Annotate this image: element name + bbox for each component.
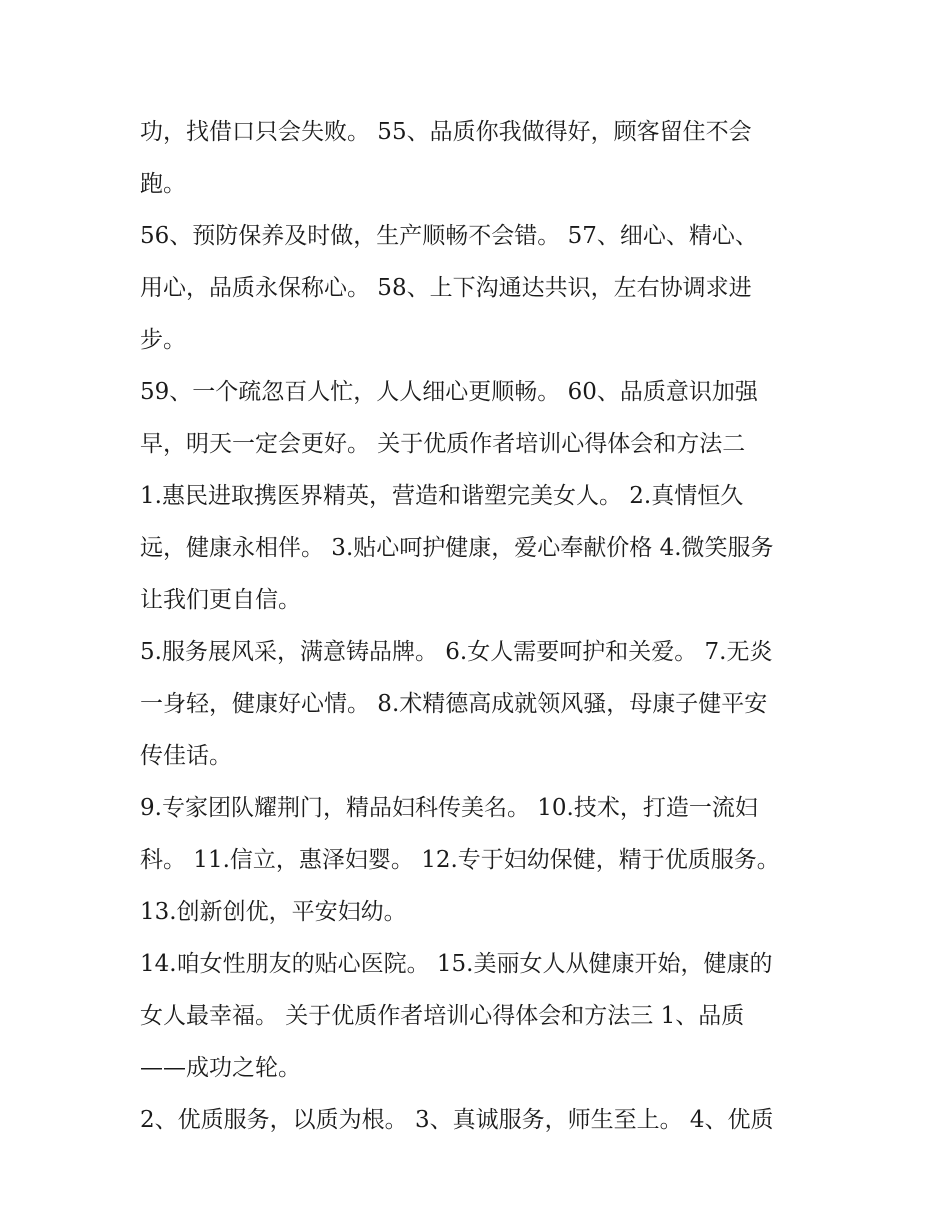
text-line-2: 跑。 xyxy=(140,171,186,197)
text-line-18: 女人最幸福。 关于优质作者培训心得体会和方法三 1、品质 xyxy=(140,1003,745,1029)
text-line-8: 1.惠民进取携医界精英，营造和谐塑完美女人。 2.真情恒久 xyxy=(140,483,744,509)
text-line-20: 2、优质服务，以质为根。 3、真诚服务，师生至上。 4、优质 xyxy=(140,1107,774,1133)
text-line-15: 科。 11.信立，惠泽妇婴。 12.专于妇幼保健，精于优质服务。 xyxy=(140,847,780,873)
text-line-1: 功，找借口只会失败。 55、品质你我做得好，顾客留住不会 xyxy=(140,119,752,145)
text-line-10: 让我们更自信。 xyxy=(140,587,301,613)
document-body-text xyxy=(140,106,820,1146)
text-line-6: 59、一个疏忽百人忙，人人细心更顺畅。 60、品质意识加强 xyxy=(140,379,758,405)
text-line-19: ——成功之轮。 xyxy=(140,1055,301,1081)
text-line-9: 远，健康永相伴。 3.贴心呵护健康，爱心奉献价格 4.微笑服务 xyxy=(140,535,774,561)
text-line-17: 14.咱女性朋友的贴心医院。 15.美丽女人从健康开始，健康的 xyxy=(140,951,773,977)
text-line-7: 早，明天一定会更好。 关于优质作者培训心得体会和方法二 xyxy=(140,431,746,457)
text-line-16: 13.创新创优，平安妇幼。 xyxy=(140,899,407,925)
text-line-12: 一身轻，健康好心情。 8.术精德高成就领风骚，母康子健平安 xyxy=(140,691,768,717)
text-line-5: 步。 xyxy=(140,327,186,353)
text-line-14: 9.专家团队耀荆门，精品妇科传美名。 10.技术，打造一流妇 xyxy=(140,795,758,821)
text-line-13: 传佳话。 xyxy=(140,743,232,769)
text-line-4: 用心，品质永保称心。 58、上下沟通达共识，左右协调求进 xyxy=(140,275,752,301)
text-line-3: 56、预防保养及时做，生产顺畅不会错。 57、细心、精心、 xyxy=(140,223,758,249)
text-line-11: 5.服务展风采，满意铸品牌。 6.女人需要呵护和关爱。 7.无炎 xyxy=(140,639,773,665)
